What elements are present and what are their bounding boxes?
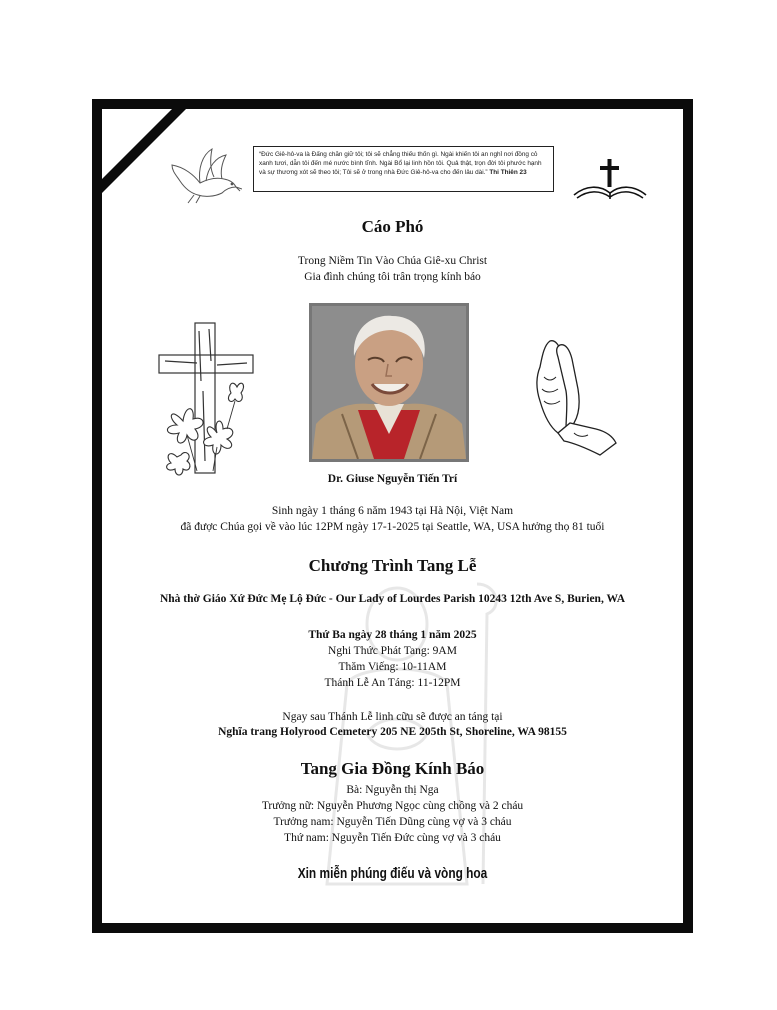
closing-note: Xin miễn phúng điếu và vòng hoa bbox=[297, 866, 488, 882]
family-member: Trưởng nữ: Nguyễn Phương Ngọc cùng chồng và 2 cháu bbox=[261, 800, 524, 812]
family-member: Trưởng nam: Nguyễn Tiến Dũng cùng vợ và 3 cháu bbox=[273, 816, 512, 828]
book-cross-icon bbox=[572, 155, 648, 205]
church-address: Nhà thờ Giáo Xứ Đức Mẹ Lộ Đức - Our Lady of Lourdes Parish 10243 12th Ave S, Burien, WA bbox=[159, 593, 626, 605]
cemetery-address: Nghĩa trang Holyrood Cemetery 205 NE 205th St, Shoreline, WA 98155 bbox=[218, 726, 567, 738]
schedule-item: Thánh Lễ An Táng: 11-12PM bbox=[324, 677, 461, 689]
deceased-name: Dr. Giuse Nguyễn Tiến Trí bbox=[327, 473, 458, 485]
deceased-photo bbox=[309, 303, 469, 462]
program-title: Chương Trình Tang Lễ bbox=[308, 556, 477, 575]
praying-hands-icon bbox=[530, 337, 618, 457]
quote-text: “Đức Giê-hô-va là Đấng chăn giữ tôi; tôi sẽ chẳng thiếu thốn gì. Ngài khiến tôi an nghỉ nơi đồng cỏ xanh tươi, dẫn tôi đến mé nước bình tĩnh. Ngài Bổ lại linh hồn tôi. Quả thật, trọn đời tôi phước hạnh và sự thương xót sẽ theo tôi; Tôi sẽ ở trong nhà Đức Giê-hô-va cho đến lâu dài.” bbox=[259, 151, 542, 176]
cross-flower-icon bbox=[157, 321, 259, 481]
schedule-item: Thăm Viếng: 10-11AM bbox=[338, 661, 447, 673]
page-title: Cáo Phó bbox=[361, 217, 424, 236]
funeral-date: Thứ Ba ngày 28 tháng 1 năm 2025 bbox=[308, 629, 477, 641]
quote-reference: Thi Thiên 23 bbox=[489, 169, 527, 176]
obituary-frame bbox=[92, 99, 693, 933]
portrait-image bbox=[312, 306, 466, 459]
died-line: đã được Chúa gọi về vào lúc 12PM ngày 17-1-2025 tại Seattle, WA, USA hưởng thọ 81 tuổi bbox=[180, 521, 605, 533]
family-title: Tang Gia Đồng Kính Báo bbox=[300, 759, 485, 778]
family-notice: Gia đình chúng tôi trân trọng kính báo bbox=[304, 271, 481, 283]
born-line: Sinh ngày 1 tháng 6 năm 1943 tại Hà Nội, Việt Nam bbox=[271, 505, 514, 517]
family-member: Thứ nam: Nguyễn Tiến Đức cùng vợ và 3 cháu bbox=[284, 832, 501, 844]
family-member: Bà: Nguyễn thị Nga bbox=[346, 784, 439, 796]
schedule-item: Nghi Thức Phát Tang: 9AM bbox=[328, 645, 457, 657]
faith-line: Trong Niềm Tin Vào Chúa Giê-xu Christ bbox=[297, 255, 488, 267]
scripture-quote bbox=[253, 146, 554, 192]
dove-icon bbox=[164, 145, 242, 205]
burial-note: Ngay sau Thánh Lễ linh cữu sẽ được an táng tại bbox=[282, 711, 503, 723]
